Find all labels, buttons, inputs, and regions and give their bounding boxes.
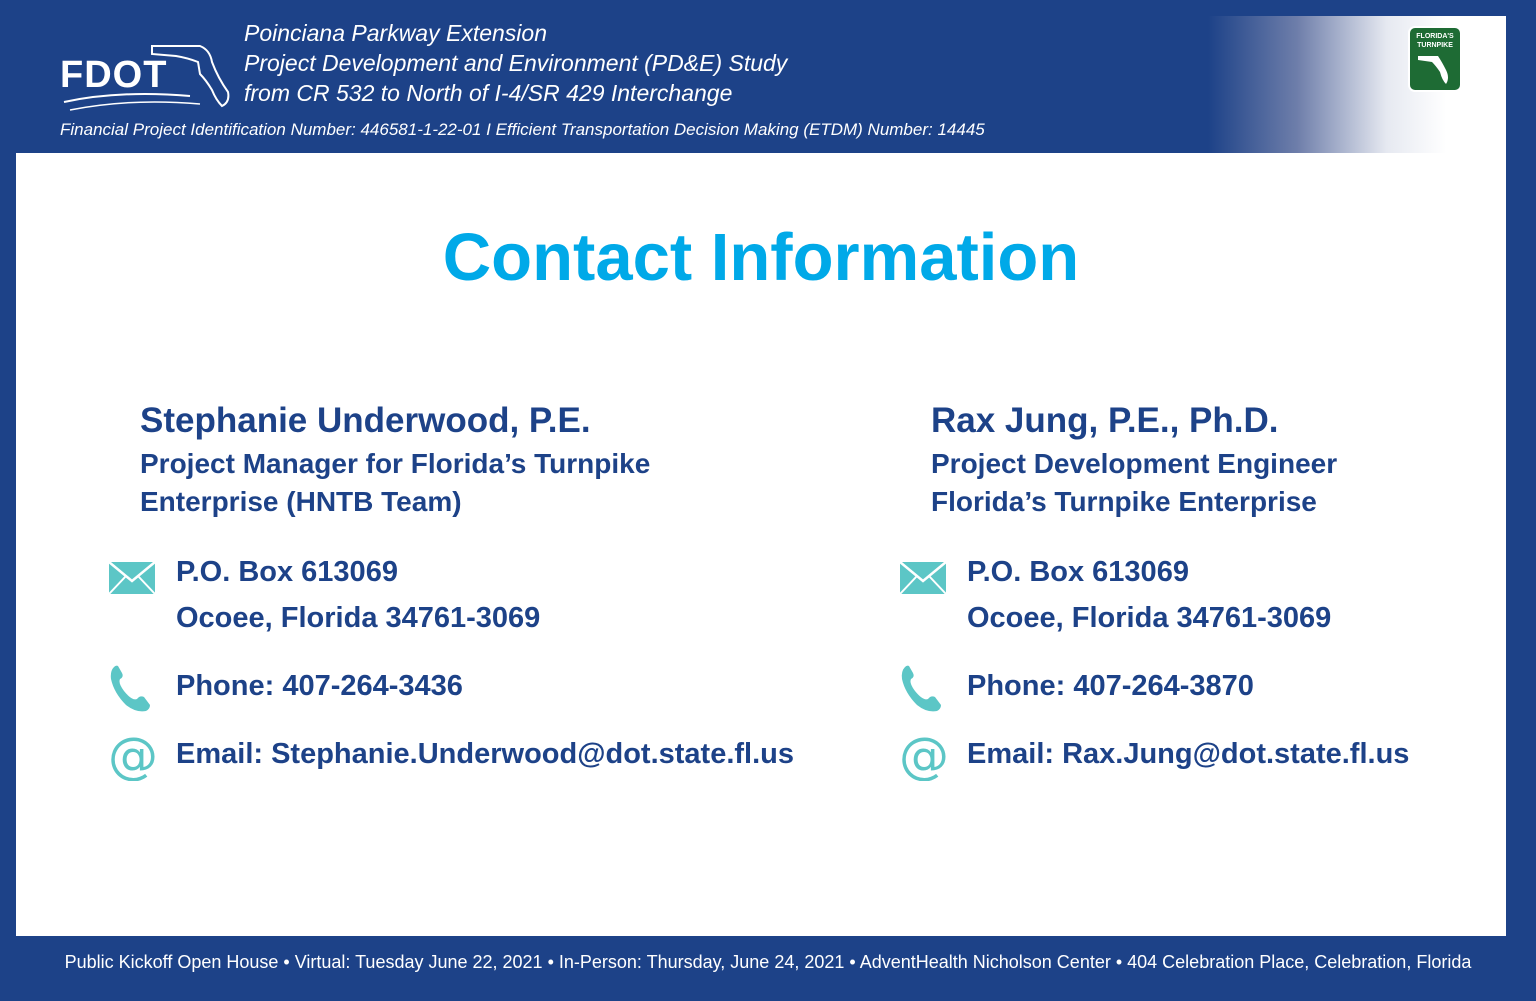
at-sign-icon — [108, 731, 158, 781]
turnpike-logo-text: FLORIDA'S — [1416, 33, 1454, 40]
contact-role — [931, 445, 1337, 521]
project-title-line: from CR 532 to North of I-4/SR 429 Interchange — [244, 80, 733, 106]
contact-role — [140, 445, 650, 521]
florida-turnpike-logo — [1408, 26, 1462, 92]
page-title: Contact Information — [442, 220, 1080, 295]
address-line: Ocoee, Florida 34761-3069 — [967, 602, 1332, 634]
email-address[interactable]: Email: Stephanie.Underwood@dot.state.fl.us — [176, 738, 795, 770]
email-address[interactable]: Email: Rax.Jung@dot.state.fl.us — [967, 738, 1410, 770]
contact-name: Rax Jung, P.E., Ph.D. — [931, 401, 1279, 440]
project-id-numbers: Financial Project Identification Number: 446581-1-22-01 I Efficient Transportation Decision Making (ETDM) Number: 14445 — [60, 120, 985, 139]
fdot-logo-text: FDOT — [60, 54, 168, 96]
contact-role-line: Enterprise (HNTB Team) — [140, 486, 462, 517]
header-banner — [16, 16, 1506, 153]
contact-role-line: Project Development Engineer — [931, 448, 1338, 479]
phone-number[interactable]: Phone: 407-264-3436 — [176, 670, 463, 702]
project-title — [244, 18, 787, 108]
turnpike-logo-text: TURNPIKE — [1417, 42, 1453, 49]
contact-role-line: Florida’s Turnpike Enterprise — [931, 486, 1317, 517]
address-line: P.O. Box 613069 — [967, 556, 1189, 588]
address-line: Ocoee, Florida 34761-3069 — [176, 602, 541, 634]
address-line: P.O. Box 613069 — [176, 556, 398, 588]
project-title-line: Poinciana Parkway Extension — [244, 20, 547, 46]
envelope-icon — [108, 561, 156, 595]
phone-icon — [899, 663, 943, 713]
at-sign-icon — [899, 731, 949, 781]
phone-icon — [108, 663, 152, 713]
project-title-line: Project Development and Environment (PD&E) Study — [244, 50, 788, 76]
svg-text:@: @ — [899, 731, 949, 781]
contact-name: Stephanie Underwood, P.E. — [140, 401, 591, 440]
envelope-icon — [899, 561, 947, 595]
contact-role-line: Project Manager for Florida’s Turnpike — [140, 448, 651, 479]
svg-text:@: @ — [108, 731, 158, 781]
phone-number[interactable]: Phone: 407-264-3870 — [967, 670, 1254, 702]
footer-event-info: Public Kickoff Open House • Virtual: Tuesday June 22, 2021 • In-Person: Thursday, June 24, 2021 • AdventHealth Nicholson Center • 404 Celebration Place, Celebration, Florida — [64, 952, 1472, 972]
fdot-logo — [60, 40, 230, 116]
main-panel — [16, 153, 1506, 936]
